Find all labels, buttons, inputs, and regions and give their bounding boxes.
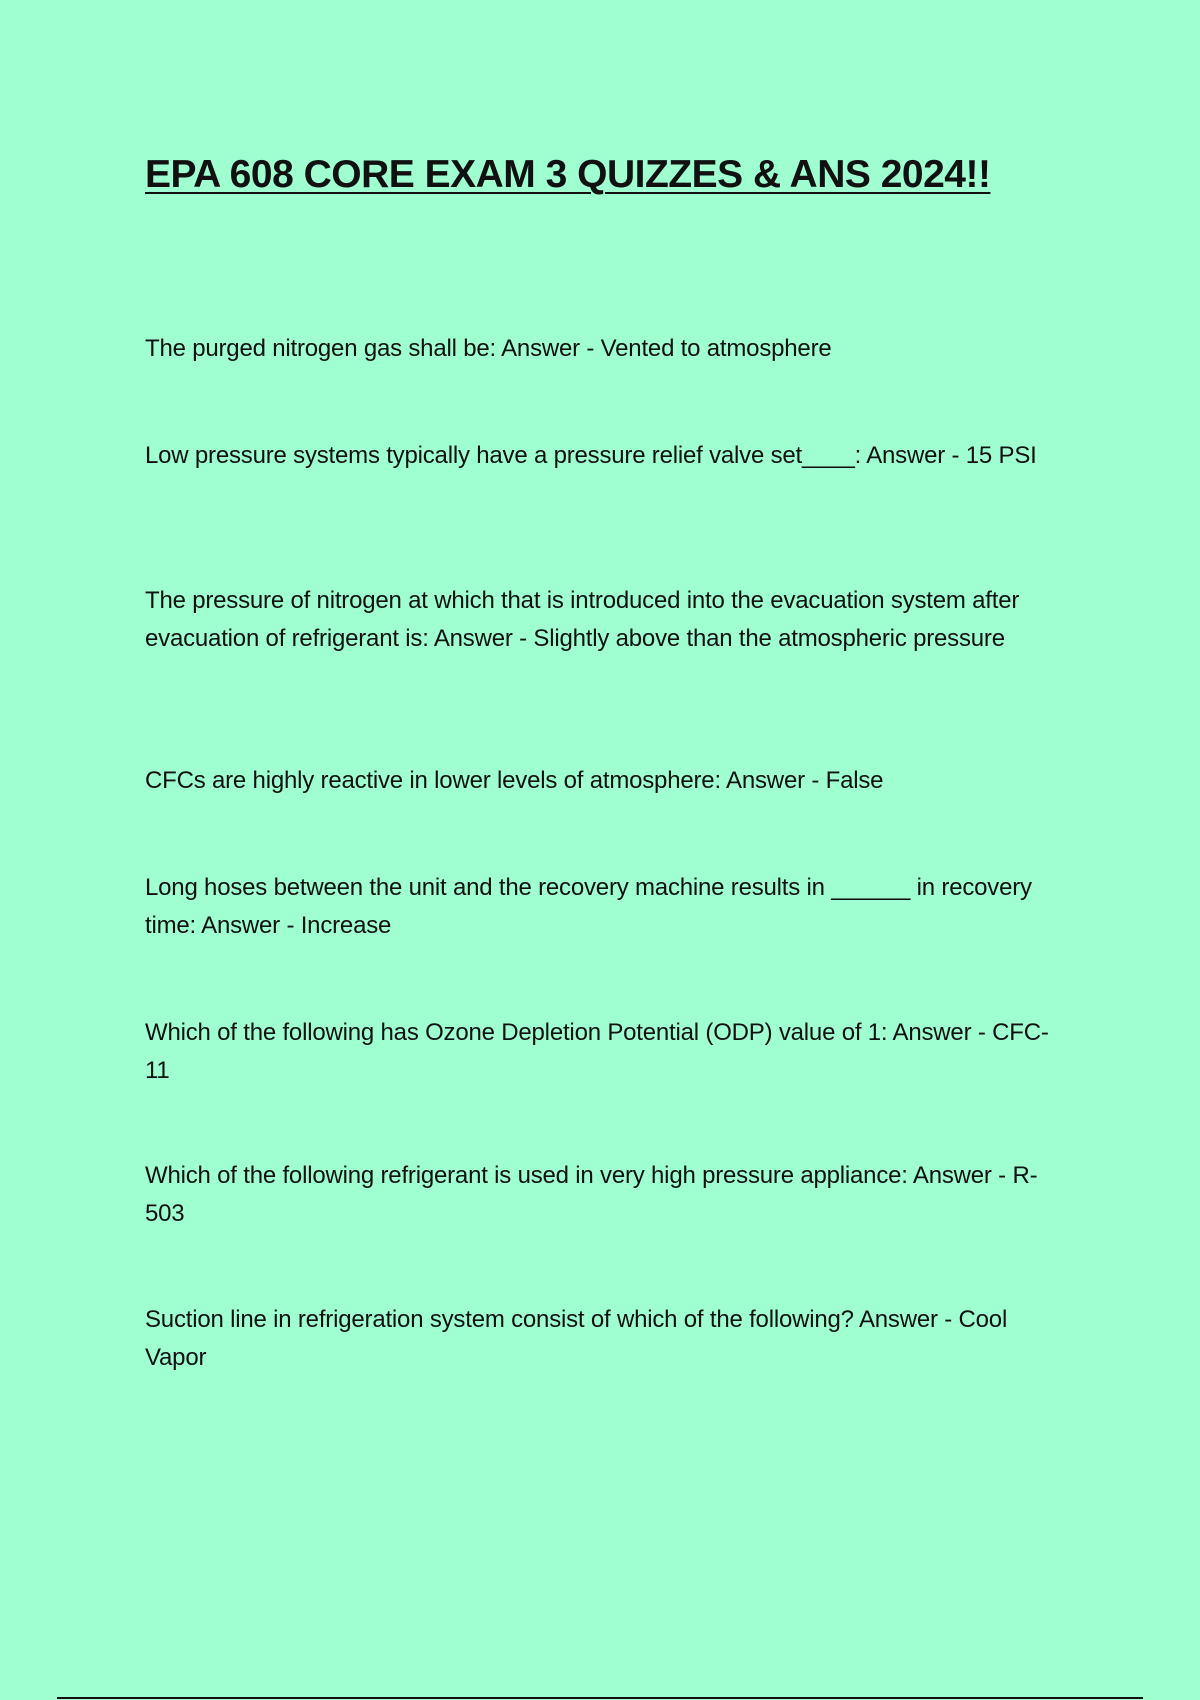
question-answer-item: Suction line in refrigeration system consist of which of the following? Answer - Cool Vapor <box>145 1306 1008 1371</box>
question-answer-item: Low pressure systems typically have a pressure relief valve set____: Answer - 15 PSI <box>145 442 1037 469</box>
question-answer-item: The purged nitrogen gas shall be: Answer - Vented to atmosphere <box>145 335 832 362</box>
question-answer-item: Long hoses between the unit and the recovery machine results in ______ in recovery time: Answer - Increase <box>145 874 1032 939</box>
document-title: EPA 608 CORE EXAM 3 QUIZZES & ANS 2024!! <box>145 153 991 196</box>
question-answer-item: Which of the following refrigerant is used in very high pressure appliance: Answer - R-503 <box>145 1162 1038 1227</box>
page-divider <box>57 1697 1143 1699</box>
question-answer-item: Which of the following has Ozone Depletion Potential (ODP) value of 1: Answer - CFC-11 <box>145 1019 1049 1084</box>
question-answer-item: CFCs are highly reactive in lower levels of atmosphere: Answer - False <box>145 767 884 794</box>
question-answer-item: The pressure of nitrogen at which that is introduced into the evacuation system after evacuation of refrigerant is: Answer - Slightly above than the atmospheric pressure <box>145 587 1020 652</box>
